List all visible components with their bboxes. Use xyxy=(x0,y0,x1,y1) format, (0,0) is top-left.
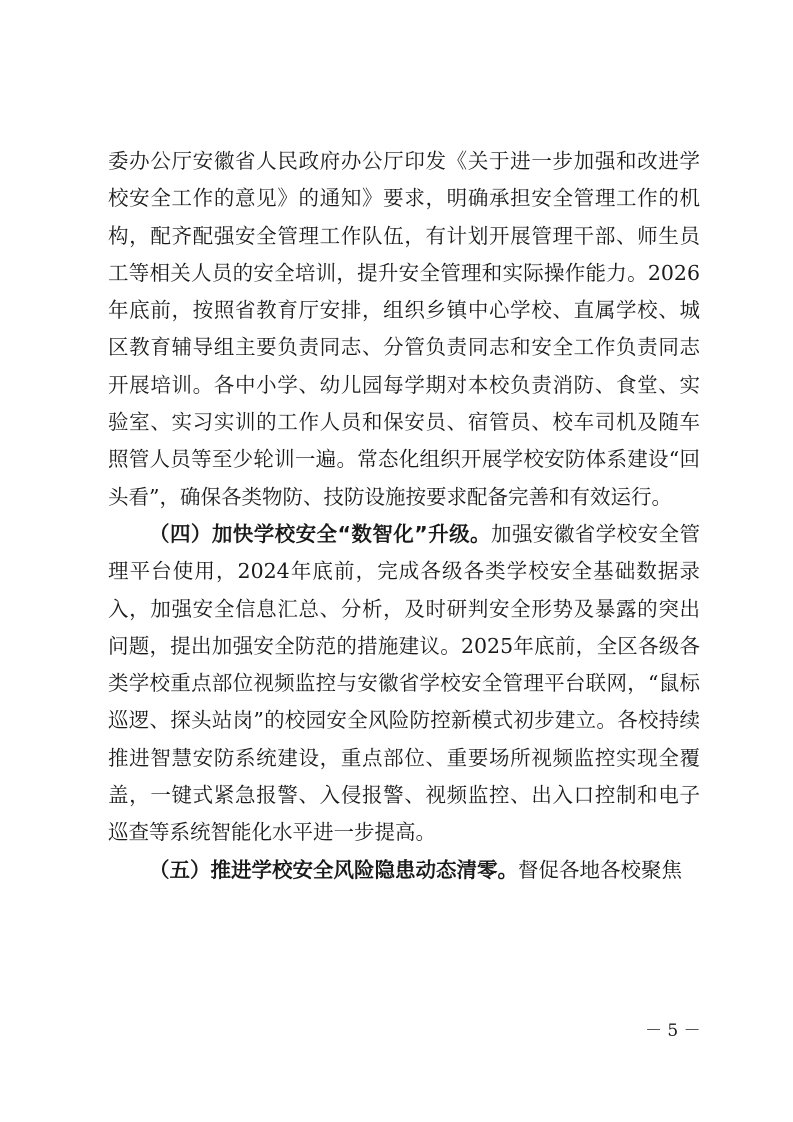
document-body xyxy=(108,143,700,889)
page-number: － 5 － xyxy=(645,1021,701,1041)
paragraph-text: 委办公厅安徽省人民政府办公厅印发《关于进一步加强和改进学校安全工作的意见》的通知》要求，明确承担安全管理工作的机构，配齐配强安全管理工作队伍，有计划开展管理干部、师生员工等相关人员的安全培训，提升安全管理和实际操作能力。2026年底前，按照省教育厅安排，组织乡镇中心学校、直属学校、城区教育辅导组主要负责同志、分管负责同志和安全工作负责同志开展培训。各中小学、幼儿园每学期对本校负责消防、食堂、实验室、实习实训的工作人员和保安员、宿管员、校车司机及随车照管人员等至少轮训一遍。常态化组织开展学校安防体系建设“回头看”，确保各类物防、技防设施按要求配备完善和有效运行。 xyxy=(108,149,700,509)
paragraph-text: 督促各地各校聚焦 xyxy=(518,857,682,882)
section-heading: （五）推进学校安全风险隐患动态清零。 xyxy=(149,857,518,882)
paragraph-section-5 xyxy=(108,852,700,889)
paragraph-section-4 xyxy=(108,516,700,852)
paragraph-continuation xyxy=(108,143,700,516)
section-heading: （四）加快学校安全“数智化”升级。 xyxy=(149,521,491,546)
paragraph-text: 加强安徽省学校安全管理平台使用，2024年底前，完成各级各类学校安全基础数据录入，加强安全信息汇总、分析，及时研判安全形势及暴露的突出问题，提出加强安全防范的措施建议。2025年底前，全区各级各类学校重点部位视频监控与安徽省学校安全管理平台联网，“鼠标巡逻、探头站岗”的校园安全风险防控新模式初步建立。各校持续推进智慧安防系统建设，重点部位、重要场所视频监控实现全覆盖，一键式紧急报警、入侵报警、视频监控、出入口控制和电子巡查等系统智能化水平进一步提高。 xyxy=(108,521,700,845)
